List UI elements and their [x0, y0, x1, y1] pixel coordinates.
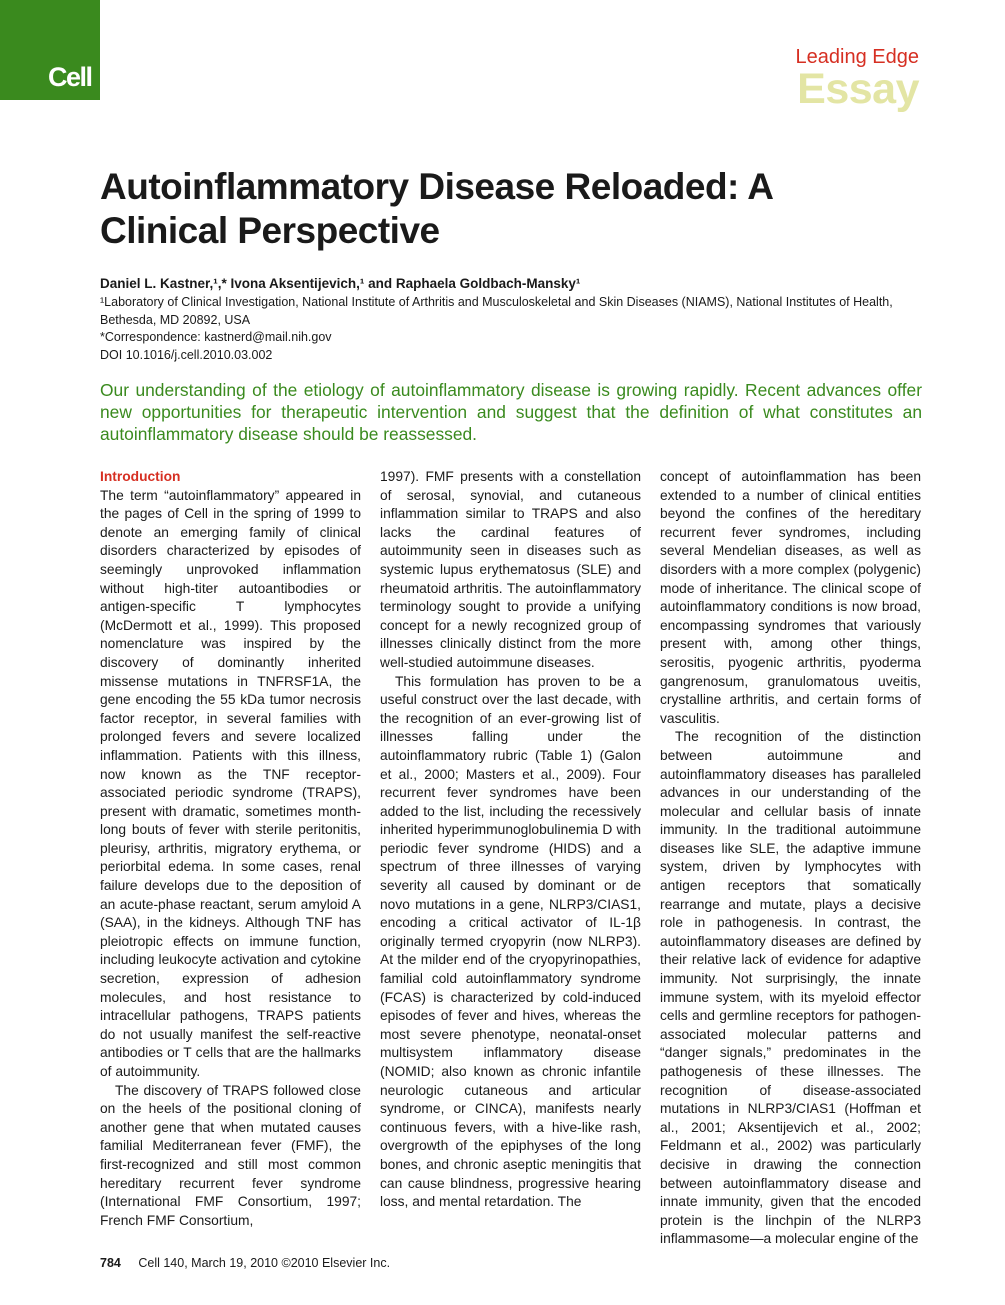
article-title: Autoinflammatory Disease Reloaded: A Clinical Perspective: [100, 166, 773, 251]
journal-logo: Cell: [48, 62, 92, 92]
column-1: [100, 468, 361, 1230]
paragraph: This formulation has proven to be a useful construct over the last decade, with the recognition of an ever-growing list of illnesses falling under the autoinflammatory rubric (Table 1) (Galon et al., 2000; Masters et al., 2009). Four recurrent fever syndromes have been added to the list, including the recessively inherited hyperimmunoglobulinemia D with periodic fever syndrome (HIDS) and a spectrum of three illnesses of varying severity all caused by dominant or de novo mutations in a gene, NLRP3/CIAS1, encoding a critical activator of IL-1β originally termed cryopyrin (now NLRP3). At the milder end of the cryopyrinopathies, familial cold autoinflammatory syndrome (FCAS) is characterized by cold-induced episodes of fever and hives, whereas the most severe phenotype, neonatal-onset multisystem inflammatory disease (NOMID; also known as chronic infantile neurologic cutaneous and articular syndrome, or CINCA), manifests nearly continuous fevers, with a hive-like rash, overgrowth of the epiphyses of the long bones, and chronic aseptic meningitis that can cause blindness, progressive hearing loss, and mental retardation. The: [380, 673, 641, 1210]
section-label: Leading Edge: [795, 46, 919, 68]
doi: DOI 10.1016/j.cell.2010.03.002: [100, 347, 273, 362]
abstract: Our understanding of the etiology of autoinflammatory disease is growing rapidly. Recent advances offer new opportunities for therapeutic intervention and suggest that the definition of what constitutes an autoinflammatory disease should be reassessed.: [100, 380, 922, 444]
paragraph: The recognition of the distinction between autoimmune and autoinflammatory diseases has paralleled advances in our understanding of the molecular and cellular basis of innate immunity. In the traditional autoimmune diseases like SLE, the adaptive immune system, driven by lymphocytes with antigen receptors that somatically rearrange and mutate, plays a decisive role in pathogenesis. In contrast, the autoinflammatory diseases are defined by their relative lack of evidence for adaptive immunity. Not surprisingly, the innate immune system, with its myeloid effector cells and germline receptors for pathogen-associated molecular patterns and “danger signals,” predominates in the pathogenesis of these illnesses. The recognition of disease-associated mutations in NLRP3/CIAS1 (Hoffman et al., 2001; Aksentijevich et al., 2002; Feldmann et al., 2002) was particularly decisive in drawing the connection between autoinflammatory disease and innate immunity, given that the encoded protein is the linchpin of the NLRP3 inflammasome—a molecular engine of the: [660, 729, 921, 1247]
correspondence: *Correspondence: kastnerd@mail.nih.gov: [100, 330, 332, 344]
paragraph: concept of autoinflammation has been extended to a number of clinical entities beyond the confines of the hereditary recurrent fever syndromes, including several Mendelian diseases, as well as disorders with a more complex (polygenic) mode of inheritance. The clinical scope of autoinflammatory conditions is now broad, encompassing syndromes that variously present with, among other things, serositis, pyogenic arthritis, pyoderma gangrenosum, granulomatous uveitis, crystalline arthritis, and certain forms of vasculitis.: [660, 469, 921, 726]
column-2: [380, 468, 641, 1212]
affiliation: ¹Laboratory of Clinical Investigation, National Institute of Arthritis and Musculoskeletal and Skin Diseases (NIAMS), National Institutes of Health, Bethesda, MD 20892, USA: [100, 295, 893, 327]
page-number: 784: [100, 1256, 121, 1270]
paragraph: The discovery of TRAPS followed close on the heels of the positional cloning of another gene that when mutated causes familial Mediterranean fever (FMF), the first-recognized and still most common hereditary recurrent fever syndrome (International FMF Consortium, 1997; French FMF Consortium,: [100, 1082, 361, 1228]
citation-line: Cell 140, March 19, 2010 ©2010 Elsevier Inc.: [138, 1256, 391, 1270]
section-heading: Introduction: [100, 469, 181, 484]
author-info: [100, 294, 910, 364]
column-3: [660, 468, 921, 1249]
page-footer: [100, 1256, 390, 1270]
paragraph: The term “autoinflammatory” appeared in the pages of Cell in the spring of 1999 to denote an emerging family of clinical disorders characterized by episodes of seemingly unprovoked inflammation without high-titer autoantibodies or antigen-specific T lymphocytes (McDermott et al., 1999). This proposed nomenclature was inspired by the discovery of dominantly inherited missense mutations in TNFRSF1A, the gene encoding the 55 kDa tumor necrosis factor receptor, in several families with prolonged fevers and severe localized inflammation. Patients with this illness, now known as the TNF receptor-associated periodic syndrome (TRAPS), present with dramatic, sometimes month-long bouts of fever with sterile peritonitis, pleurisy, arthritis, migratory erythema, or periorbital edema. In some cases, renal failure develops due to the deposition of an acute-phase reactant, serum amyloid A (SAA), in the kidneys. Although TNF has pleiotropic effects on immune function, including leukocyte activation and cytokine secretion, expression of adhesion molecules, and host resistance to intracellular pathogens, TRAPS patients do not usually manifest the self-reactive antibodies or T cells that are the hallmarks of autoimmunity.: [100, 487, 361, 1079]
article-type: Essay: [797, 65, 919, 113]
author-list: Daniel L. Kastner,¹,* Ivona Aksentijevich,¹ and Raphaela Goldbach-Mansky¹: [100, 276, 581, 291]
cell-logo-block: [0, 0, 100, 100]
paragraph: 1997). FMF presents with a constellation of serosal, synovial, and cutaneous inflammation similar to TRAPS and also lacks the cardinal features of autoimmunity seen in diseases such as systemic lupus erythematosus (SLE) and rheumatoid arthritis. The autoinflammatory terminology sought to provide a unifying concept for a newly recognized group of illnesses clinically distinct from the more well-studied autoimmune diseases.: [380, 469, 641, 670]
